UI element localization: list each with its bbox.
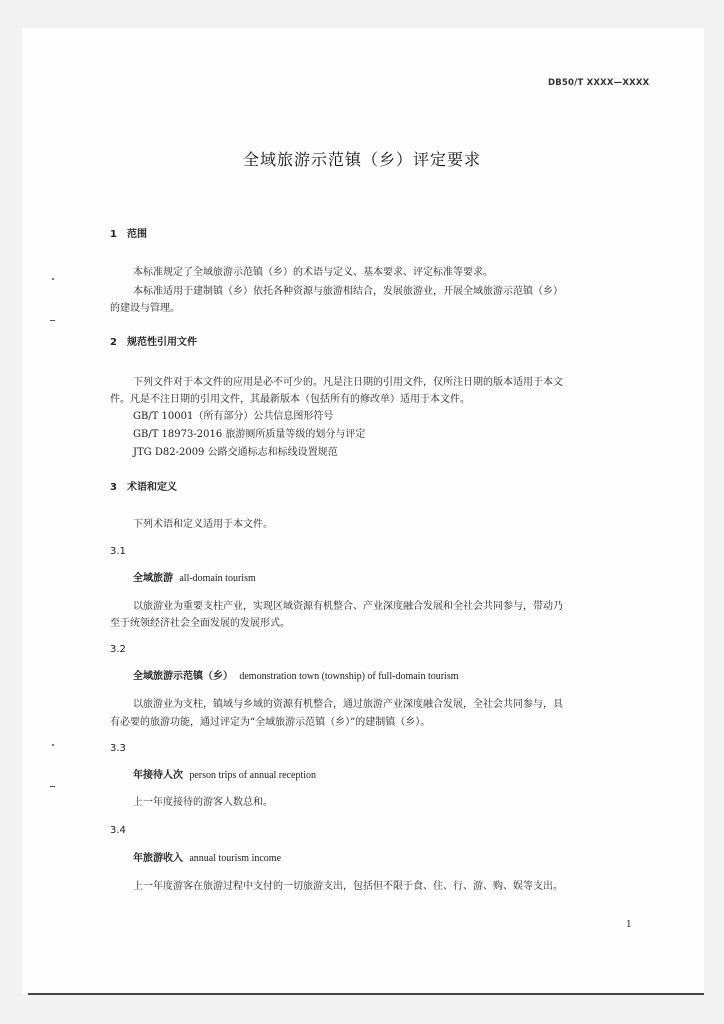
page-number: 1 <box>626 920 632 930</box>
section-2-heading: 2 规范性引用文件 <box>110 337 197 348</box>
term-heading <box>133 670 459 684</box>
document-page <box>22 28 704 994</box>
section-1-paragraph-2-line-2: 的建设与管理。 <box>110 303 180 314</box>
term-definition-line-2: 有必要的旅游功能，通过评定为“全域旅游示范镇（乡）”的建制镇（乡）。 <box>110 717 431 728</box>
term-number: 3.1 <box>110 546 126 557</box>
term-heading <box>133 769 316 783</box>
term-definition-line-1: 以旅游业为重要支柱产业，实现区域资源有机整合、产业深度融合发展和全社会共同参与，带动乃 <box>133 601 563 612</box>
reference-item: GB/T 18973-2016 旅游厕所质量等级的划分与评定 <box>133 429 366 440</box>
term-english: annual tourism income <box>189 853 282 864</box>
section-1-heading: 1 范围 <box>110 229 147 240</box>
document-title: 全域旅游示范镇（乡）评定要求 <box>242 150 481 169</box>
term-chinese: 年接待人次 <box>133 770 183 781</box>
term-definition-line-2: 至于统领经济社会全面发展的发展形式。 <box>110 618 290 629</box>
scan-mark <box>50 786 55 787</box>
term-english: demonstration town (township) of full-domain tourism <box>239 671 459 682</box>
section-1-paragraph-1: 本标准规定了全域旅游示范镇（乡）的术语与定义、基本要求、评定标准等要求。 <box>133 267 493 278</box>
scan-mark <box>50 320 55 321</box>
section-2-paragraph-line-2: 件。凡是不注日期的引用文件，其最新版本（包括所有的修改单）适用于本文件。 <box>110 394 470 405</box>
term-chinese: 全域旅游 <box>133 573 173 584</box>
term-definition-line-1: 以旅游业为支柱，镇域与乡域的资源有机整合，通过旅游产业深度融合发展，全社会共同参与，具 <box>133 699 563 710</box>
term-number: 3.3 <box>110 743 126 754</box>
page-edge-line <box>28 993 704 995</box>
term-chinese: 全域旅游示范镇（乡） <box>133 671 233 682</box>
term-heading <box>133 852 281 866</box>
section-2-paragraph-line-1: 下列文件对于本文件的应用是必不可少的。凡是注日期的引用文件，仅所注日期的版本适用于本文 <box>133 377 563 388</box>
term-heading <box>133 572 256 586</box>
term-english: person trips of annual reception <box>189 770 316 781</box>
section-3-heading: 3 术语和定义 <box>110 482 177 493</box>
term-definition-line-1: 上一年度游客在旅游过程中支付的一切旅游支出，包括但不限于食、住、行、游、购、娱等支出。 <box>133 881 563 892</box>
reference-item: JTG D82-2009 公路交通标志和标线设置规范 <box>133 447 338 458</box>
term-definition-line-1: 上一年度接待的游客人数总和。 <box>133 797 273 808</box>
standard-code: DB50/T XXXX—XXXX <box>548 78 650 88</box>
term-number: 3.2 <box>110 644 126 655</box>
section-1-paragraph-2-line-1: 本标准适用于建制镇（乡）依托各种资源与旅游相结合，发展旅游业，开展全域旅游示范镇（乡） <box>133 286 563 297</box>
term-english: all-domain tourism <box>179 573 256 584</box>
reference-item: GB/T 10001（所有部分）公共信息图形符号 <box>133 411 334 422</box>
section-3-intro: 下列术语和定义适用于本文件。 <box>133 519 273 530</box>
scan-speck <box>52 278 54 280</box>
term-number: 3.4 <box>110 825 126 836</box>
scan-speck <box>52 744 54 746</box>
term-chinese: 年旅游收入 <box>133 853 183 864</box>
